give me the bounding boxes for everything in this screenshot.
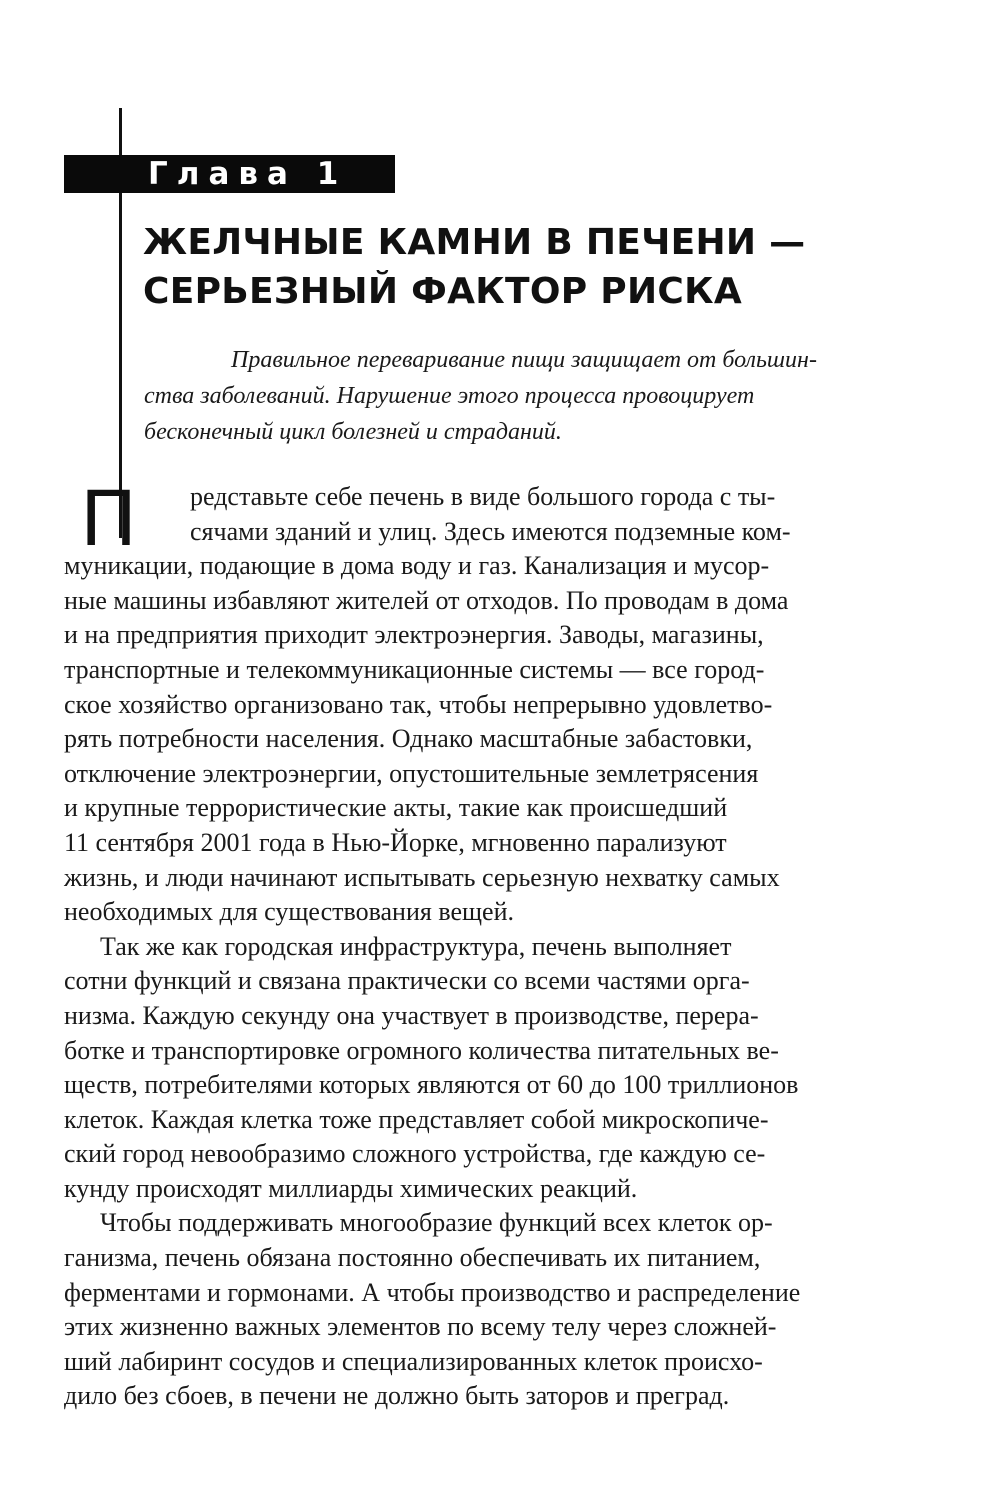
epigraph-line: бесконечный цикл болезней и страданий. xyxy=(144,419,562,445)
chapter-title xyxy=(143,218,805,316)
text-line: ные машины избавляют жителей от отходов. По проводам в дома xyxy=(64,585,789,615)
drop-cap: П xyxy=(80,474,138,563)
text-line: необходимых для существования вещей. xyxy=(64,897,514,927)
text-line: ший лабиринт сосудов и специализированных клеток происхо- xyxy=(64,1346,763,1376)
text-line: ганизма, печень обязана постоянно обеспечивать их питанием, xyxy=(64,1243,761,1273)
text-line: Так же как городская инфраструктура, печень выполняет xyxy=(100,931,732,961)
text-line: этих жизненно важных элементов по всему телу через сложней- xyxy=(64,1312,777,1342)
epigraph-line: ства заболеваний. Нарушение этого процесса провоцирует xyxy=(144,383,755,409)
text-line: жизнь, и люди начинают испытывать серьезную нехватку самых xyxy=(64,862,780,892)
paragraph-3 xyxy=(64,1206,924,1414)
text-line: кунду происходят миллиарды химических реакций. xyxy=(64,1173,638,1203)
text-line: транспортные и телекоммуникационные системы — все город- xyxy=(64,654,765,684)
chapter-title-line: ЖЕЛЧНЫЕ КАМНИ В ПЕЧЕНИ — xyxy=(143,222,806,263)
epigraph xyxy=(144,342,934,450)
text-line: и на предприятия приходит электроэнергия. Заводы, магазины, xyxy=(64,620,764,650)
paragraph-1 xyxy=(64,474,924,930)
text-line: редставьте себе печень в виде большого города с ты- xyxy=(190,482,776,511)
text-line: 11 сентября 2001 года в Нью-Йорке, мгновенно парализуют xyxy=(64,827,727,857)
text-line: сячами зданий и улиц. Здесь имеются подземные ком- xyxy=(190,516,791,546)
text-line: ский город невообразимо сложного устройства, где каждую се- xyxy=(64,1139,766,1169)
epigraph-line: Правильное переваривание пищи защищает от большин- xyxy=(231,347,817,373)
text-line: отключение электроэнергии, опустошительные землетрясения xyxy=(64,758,759,788)
body-text xyxy=(64,474,924,1414)
text-line: муникации, подающие в дома воду и газ. Канализация и мусор- xyxy=(64,551,770,581)
chapter-label: Глава 1 xyxy=(148,156,348,192)
text-line: Чтобы поддерживать многообразие функций всех клеток ор- xyxy=(100,1208,773,1238)
text-line: ботке и транспортировке огромного количества питательных ве- xyxy=(64,1035,779,1065)
text-line: и крупные террористические акты, такие как происшедший xyxy=(64,793,728,823)
text-line: дило без сбоев, в печени не должно быть заторов и преград. xyxy=(64,1381,730,1411)
text-line: ществ, потребителями которых являются от 60 до 100 триллионов xyxy=(64,1070,799,1100)
paragraph-2 xyxy=(64,930,924,1207)
text-line: низма. Каждую секунду она участвует в производстве, перера- xyxy=(64,1000,759,1030)
text-line: клеток. Каждая клетка тоже представляет собой микроскопиче- xyxy=(64,1104,769,1134)
text-line: рять потребности населения. Однако масштабные забастовки, xyxy=(64,724,753,754)
text-line: ферментами и гормонами. А чтобы производство и распределение xyxy=(64,1277,801,1307)
text-line: ское хозяйство организовано так, чтобы непрерывно удовлетво- xyxy=(64,689,773,719)
text-line: сотни функций и связана практически со всеми частями орга- xyxy=(64,966,750,996)
chapter-title-line: СЕРЬЕЗНЫЙ ФАКТОР РИСКА xyxy=(143,271,742,312)
